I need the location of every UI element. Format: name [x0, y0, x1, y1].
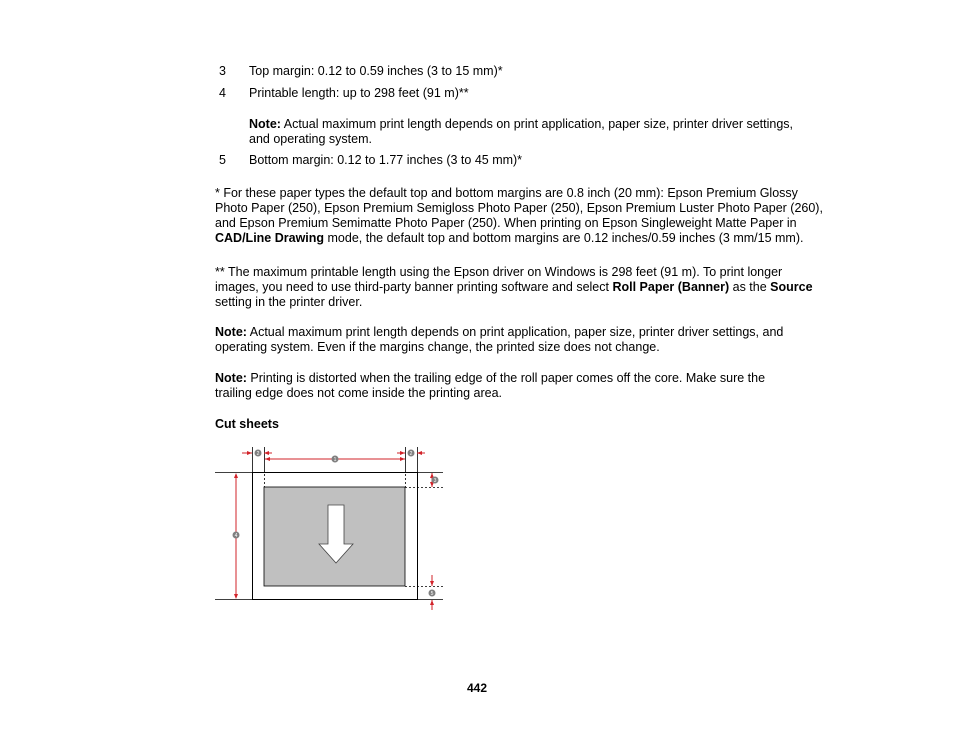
callout-number: 2 [256, 451, 260, 457]
footnote-bold: CAD/Line Drawing [215, 231, 325, 245]
note-label: Note: [249, 117, 281, 131]
footnote-text: setting in the printer driver. [215, 295, 363, 309]
footnote-bold: Source [770, 280, 813, 294]
note-text: Actual maximum print length depends on print application, paper size, printer driver settings, and operating system. Even if the margins change, the printed size does not change. [215, 325, 784, 354]
list-item-top-margin: Top margin: 0.12 to 0.59 inches (3 to 15 mm)* [249, 64, 503, 78]
footnote-text: ** The maximum printable length using the Epson driver on Windows is 298 feet (91 m). To print longer images, you need to use third-party banner printing software and select [215, 265, 783, 294]
footnote-text: * For these paper types the default top and bottom margins are 0.8 inch (20 mm): Epson Premium Glossy Photo Paper (250), Epson Premium Semigloss Photo Paper (250), Epson Premium Luster Photo Paper (260), and Epson Premium Semimatte Photo Paper (250). When printing on Epson Singleweight Matte Paper in [215, 186, 823, 230]
callout-width [332, 456, 339, 464]
footnote-text: as the [729, 280, 771, 294]
section-heading: Cut sheets [215, 417, 279, 431]
list-number: 5 [219, 153, 226, 167]
list-number: 3 [219, 64, 226, 78]
footnote-text: mode, the default top and bottom margins are 0.12 inches/0.59 inches (3 mm/15 mm). [324, 231, 804, 245]
note-label: Note: [215, 325, 247, 339]
list-number: 4 [219, 86, 226, 100]
note-text: Printing is distorted when the trailing edge of the roll paper comes off the core. Make sure the trailing edge does not come inside the printing area. [215, 371, 766, 400]
footnote-bold: Roll Paper (Banner) [612, 280, 730, 294]
callout-right-margin [408, 450, 415, 458]
callout-number: 5 [430, 591, 434, 597]
page-number: 442 [466, 681, 488, 695]
note-text: Actual maximum print length depends on print application, paper size, printer driver settings, and operating system. [249, 117, 794, 146]
list-item-bottom-margin: Bottom margin: 0.12 to 1.77 inches (3 to 45 mm)* [249, 153, 523, 167]
callout-number: 4 [234, 533, 238, 539]
list-item-printable-length: Printable length: up to 298 feet (91 m)** [249, 86, 469, 100]
callout-number: 2 [409, 451, 413, 457]
callout-number: 1 [333, 457, 337, 463]
callout-left-margin [255, 450, 262, 458]
callout-bottom-margin [429, 590, 436, 598]
callout-length [233, 532, 240, 540]
note-label: Note: [215, 371, 247, 385]
callout-number: 3 [433, 478, 437, 484]
